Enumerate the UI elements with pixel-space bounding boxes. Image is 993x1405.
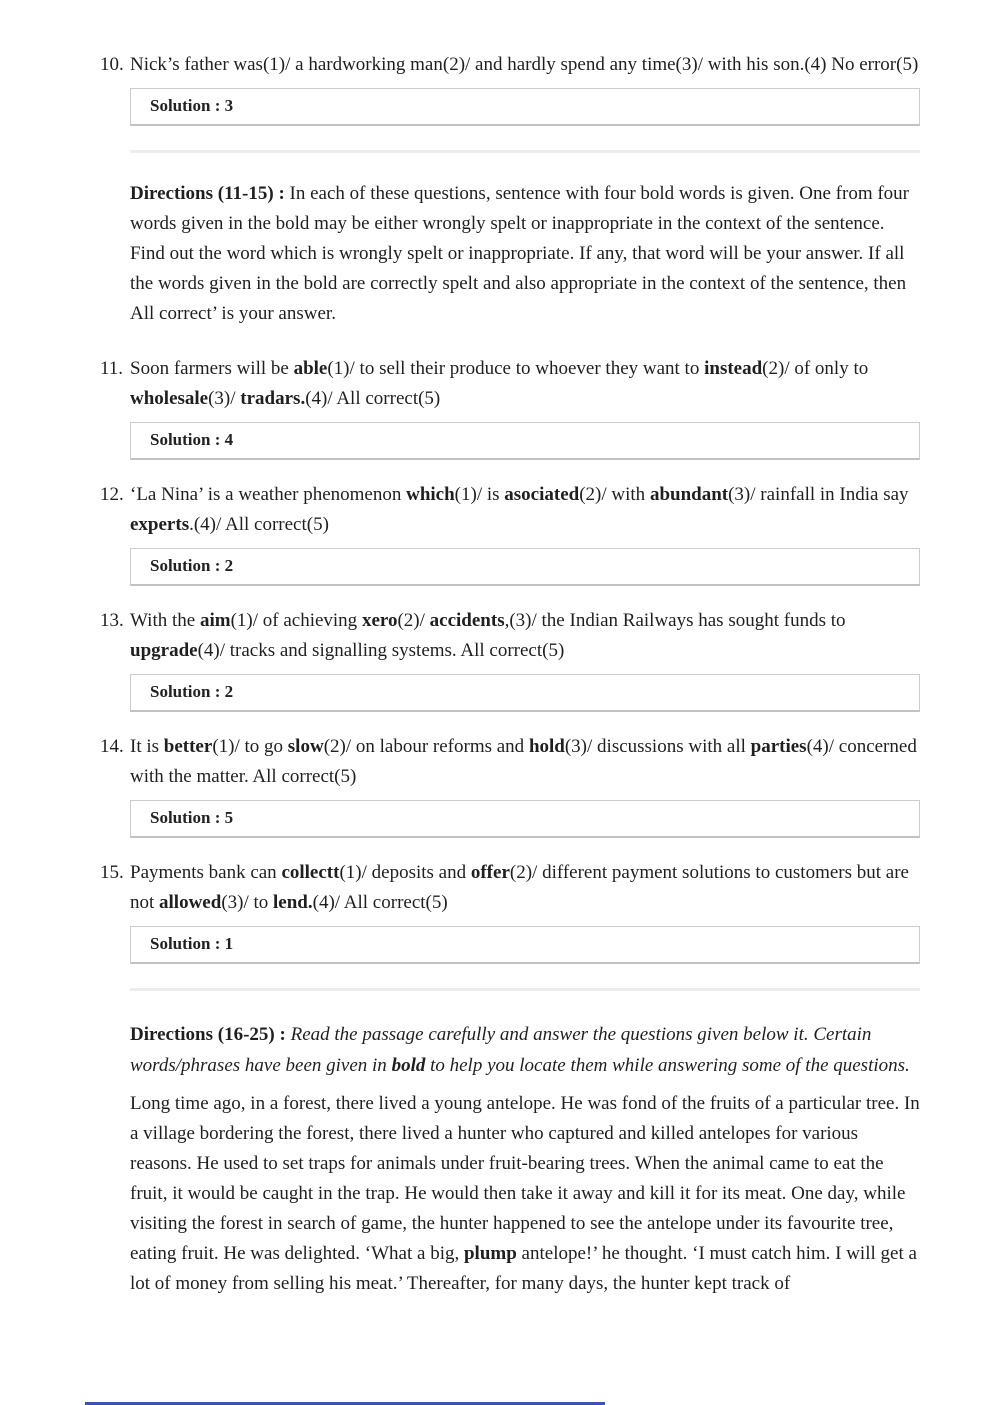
reading-passage: Long time ago, in a forest, there lived a young antelope. He was fond of the fruits of a particular tree. In a village bordering the forest, there lived a hunter who captured and killed antelopes for various reasons. He used to set traps for animals under fruit-bearing trees. When the animal came to eat the fruit, it would be caught in the trap. He would then take it away and kill it for its meat. One day, while visiting the forest in search of game, the hunter happened to see the antelope under its favourite tree, eating fruit. He was delighted. ‘What a big, plump antelope!’ he thought. ‘I must catch him. I will get a lot of money from selling his meat.’ Thereafter, for many days, the hunter kept track of <box>130 1093 920 1294</box>
solution-label: Solution : 4 <box>150 430 234 449</box>
question-item-13 <box>100 606 920 712</box>
solution-box[interactable] <box>130 800 920 838</box>
question-number: 14. <box>100 736 124 757</box>
directions-11-15: Directions (11-15) : In each of these questions, sentence with four bold words is given. One from four words given in the bold may be either wrongly spelt or inappropriate in the context of the sentence. Find out the word which is wrongly spelt or inappropriate. If any, that word will be your answer. If all the words given in the bold are correctly spelt and also appropriate in the context of the sentence, then All correct’ is your answer. <box>130 183 910 324</box>
solution-box[interactable] <box>130 548 920 586</box>
question-item-10 <box>100 50 920 126</box>
solution-label: Solution : 3 <box>150 96 234 115</box>
solution-label: Solution : 5 <box>150 808 234 827</box>
solution-label: Solution : 1 <box>150 934 234 953</box>
section-divider <box>130 988 920 991</box>
solution-box[interactable] <box>130 926 920 964</box>
question-item-12 <box>100 480 920 586</box>
question-text: ‘La Nina’ is a weather phenomenon which(1)/ is asociated(2)/ with abundant(3)/ rainfall in India say experts.(4)/ All correct(5) <box>130 484 909 535</box>
solution-label: Solution : 2 <box>150 556 234 575</box>
question-item-15 <box>100 858 920 964</box>
solution-box[interactable] <box>130 88 920 126</box>
question-number: 15. <box>100 862 124 883</box>
question-text: With the aim(1)/ of achieving xero(2)/ accidents,(3)/ the Indian Railways has sought funds to upgrade(4)/ tracks and signalling systems. All correct(5) <box>130 610 846 661</box>
solution-label: Solution : 2 <box>150 682 234 701</box>
question-number: 13. <box>100 610 124 631</box>
question-number: 10. <box>100 54 124 75</box>
question-text: Nick’s father was(1)/ a hardworking man(2)/ and hardly spend any time(3)/ with his son.(4) No error(5) <box>130 54 919 75</box>
question-text: Payments bank can collectt(1)/ deposits and offer(2)/ different payment solutions to customers but are not allowed(3)/ to lend.(4)/ All correct(5) <box>130 862 909 913</box>
question-number: 11. <box>100 358 124 379</box>
question-text: It is better(1)/ to go slow(2)/ on labour reforms and hold(3)/ discussions with all parties(4)/ concerned with the matter. All correct(5) <box>130 736 917 787</box>
solution-box[interactable] <box>130 674 920 712</box>
solution-box[interactable] <box>130 422 920 460</box>
section-divider <box>130 150 920 153</box>
question-item-11 <box>100 354 920 460</box>
question-text: Soon farmers will be able(1)/ to sell their produce to whoever they want to instead(2)/ of only to wholesale(3)/ tradars.(4)/ All correct(5) <box>130 358 869 409</box>
directions-16-25: Directions (16-25) : Read the passage carefully and answer the questions given below it. Certain words/phrases have been given in bold to help you locate them while answering some of the questions. <box>130 1024 910 1076</box>
question-item-14 <box>100 732 920 838</box>
question-number: 12. <box>100 484 124 505</box>
